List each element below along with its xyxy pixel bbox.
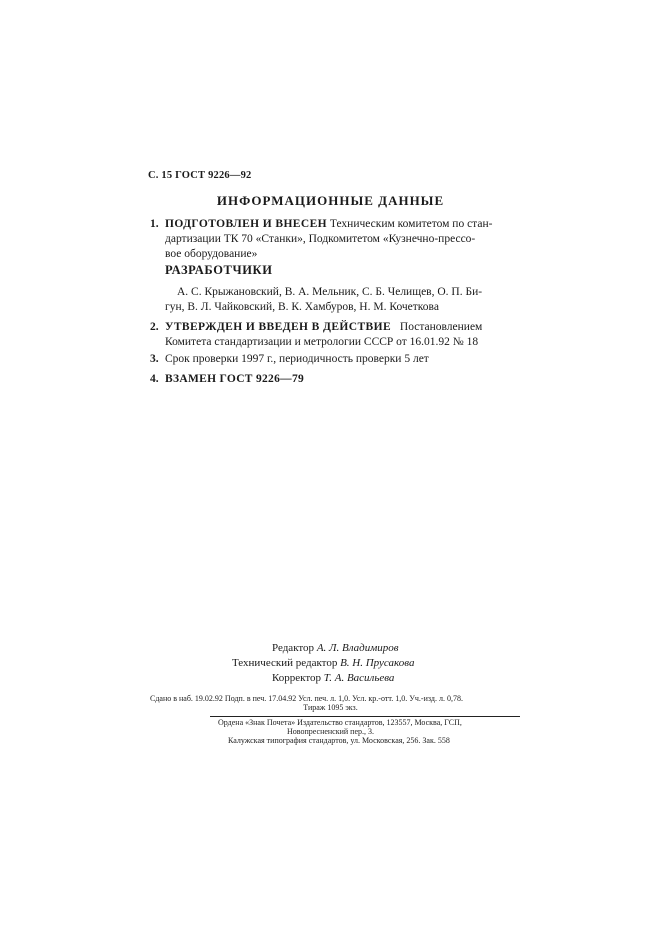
proofreader-label: Корректор bbox=[272, 672, 322, 684]
item-line: вое оборудование» bbox=[165, 248, 258, 260]
info-item-3 bbox=[150, 352, 530, 368]
imprint-line: Ордена «Знак Почета» Издательство стандартов, 123557, Москва, ГСП, bbox=[218, 718, 462, 727]
tech-editor-name: В. Н. Прусакова bbox=[340, 657, 415, 669]
editor-label: Редактор bbox=[272, 642, 315, 654]
developers-list bbox=[165, 285, 537, 317]
item-lead: УТВЕРЖДЕН И ВВЕДЕН В ДЕЙСТВИЕ bbox=[165, 321, 392, 333]
imprint-line: Сдано в наб. 19.02.92 Подп. в печ. 17.04.92 Усл. печ. л. 1,0. Усл. кр.-отт. 1,0. Уч.-изд. л. 0,78. bbox=[150, 694, 463, 703]
editor-name: А. Л. Владимиров bbox=[316, 642, 399, 654]
item-line: дартизации ТК 70 «Станки», Подкомитетом «Кузнечно-прессо- bbox=[165, 233, 476, 245]
imprint-divider bbox=[210, 716, 520, 717]
item-number: 3. bbox=[150, 353, 159, 365]
info-item-1 bbox=[150, 217, 530, 265]
imprint bbox=[0, 694, 661, 745]
page-title: ИНФОРМАЦИОННЫЕ ДАННЫЕ bbox=[216, 193, 445, 208]
item-number: 1. bbox=[150, 218, 159, 230]
item-number: 2. bbox=[150, 321, 159, 333]
page-header: С. 15 ГОСТ 9226—92 bbox=[148, 170, 252, 181]
item-lead: ПОДГОТОВЛЕН И ВНЕСЕН bbox=[165, 218, 327, 230]
imprint-line: Тираж 1095 экз. bbox=[303, 703, 358, 712]
developers-line: А. С. Крыжановский, В. А. Мельник, С. Б. Челищев, О. П. Би- bbox=[177, 286, 483, 298]
developers-heading: РАЗРАБОТЧИКИ bbox=[165, 263, 273, 277]
item-line: Постановлением bbox=[399, 321, 483, 333]
item-number: 4. bbox=[150, 373, 159, 385]
imprint-line: Новопресненский пер., 3. bbox=[286, 727, 375, 736]
imprint-line: Калужская типография стандартов, ул. Московская, 256. Зак. 558 bbox=[228, 736, 450, 745]
item-line: Комитета стандартизации и метрологии СССР от 16.01.92 № 18 bbox=[165, 336, 479, 348]
info-item-2 bbox=[150, 320, 530, 352]
proofreader-name: Т. А. Васильева bbox=[323, 672, 395, 684]
item-line: Техническим комитетом по стан- bbox=[329, 218, 493, 230]
info-item-4 bbox=[150, 372, 530, 388]
item-text: ВЗАМЕН ГОСТ 9226—79 bbox=[165, 373, 305, 385]
developers-line: гун, В. Л. Чайковский, В. К. Хамбуров, Н. М. Кочеткова bbox=[165, 301, 439, 313]
editor-credit bbox=[272, 641, 399, 656]
proofreader-credit bbox=[272, 671, 394, 686]
item-text: Срок проверки 1997 г., периодичность проверки 5 лет bbox=[165, 353, 429, 365]
tech-editor-label: Технический редактор bbox=[232, 657, 338, 669]
tech-editor-credit bbox=[232, 656, 414, 671]
